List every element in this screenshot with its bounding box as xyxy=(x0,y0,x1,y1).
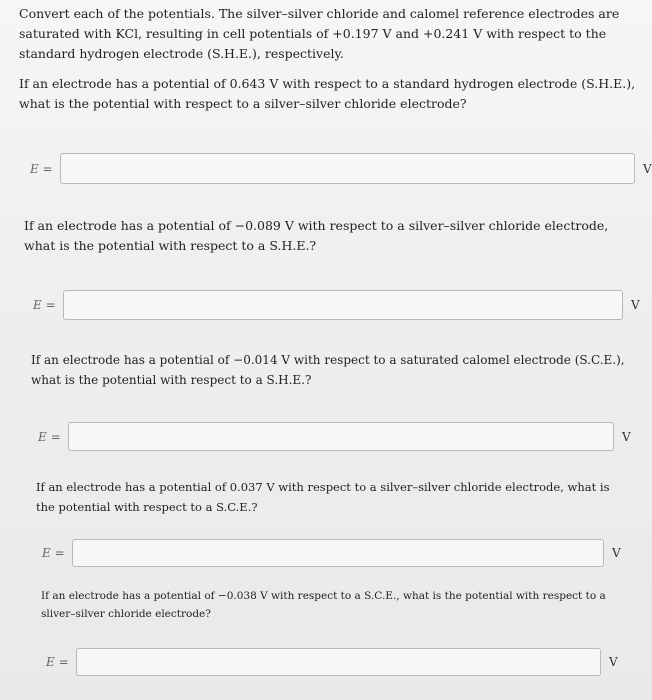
problem-statement: Convert each of the potentials. The silver–silver chloride and calomel reference electrodes are saturated with KCl, resulting in cell potentials of +0.197 V and +0.241 V with respect to the standard hydrogen electrode (S.H.E.), respectively. xyxy=(19,6,620,61)
problem-intro xyxy=(19,4,639,124)
answer-row-5 xyxy=(46,648,618,676)
answer-4-unit: V xyxy=(612,546,621,560)
answer-1-input[interactable] xyxy=(60,153,635,184)
answer-4-input[interactable] xyxy=(72,539,604,567)
answer-2-label: E = xyxy=(33,298,56,312)
question-4-text: If an electrode has a potential of 0.037 V with respect to a silver–silver chloride electrode, what is the potential with respect to a S.C.E.? xyxy=(36,480,610,514)
answer-2-unit: V xyxy=(631,298,640,312)
answer-row-1 xyxy=(30,153,652,184)
answer-4-label: E = xyxy=(42,546,65,560)
question-2 xyxy=(24,216,636,256)
question-1-text: If an electrode has a potential of 0.643 V with respect to a standard hydrogen electrode (S.H.E.), what is the potential with respect to a silver–silver chloride electrode? xyxy=(19,76,636,111)
answer-1-label: E = xyxy=(30,161,53,176)
answer-3-input[interactable] xyxy=(68,422,614,451)
question-3-text: If an electrode has a potential of −0.014 V with respect to a saturated calomel electrode (S.C.E.), what is the potential with respect to a S.H.E.? xyxy=(31,353,625,387)
question-2-text: If an electrode has a potential of −0.089 V with respect to a silver–silver chloride electrode, what is the potential with respect to a S.H.E.? xyxy=(24,218,609,253)
answer-5-label: E = xyxy=(46,655,69,669)
answer-2-input[interactable] xyxy=(63,290,623,320)
answer-3-unit: V xyxy=(622,429,631,444)
answer-5-input[interactable] xyxy=(76,648,601,676)
question-5-text: If an electrode has a potential of −0.038 V with respect to a S.C.E., what is the potential with respect to a sliver–silver chloride electrode? xyxy=(41,590,606,620)
answer-5-unit: V xyxy=(609,655,618,669)
question-4 xyxy=(36,477,616,517)
answer-3-label: E = xyxy=(38,429,61,444)
question-3 xyxy=(31,350,631,390)
answer-row-4 xyxy=(42,539,621,567)
answer-row-2 xyxy=(33,290,640,320)
answer-row-3 xyxy=(38,422,631,451)
answer-1-unit: V xyxy=(643,161,652,176)
question-5 xyxy=(41,587,611,623)
